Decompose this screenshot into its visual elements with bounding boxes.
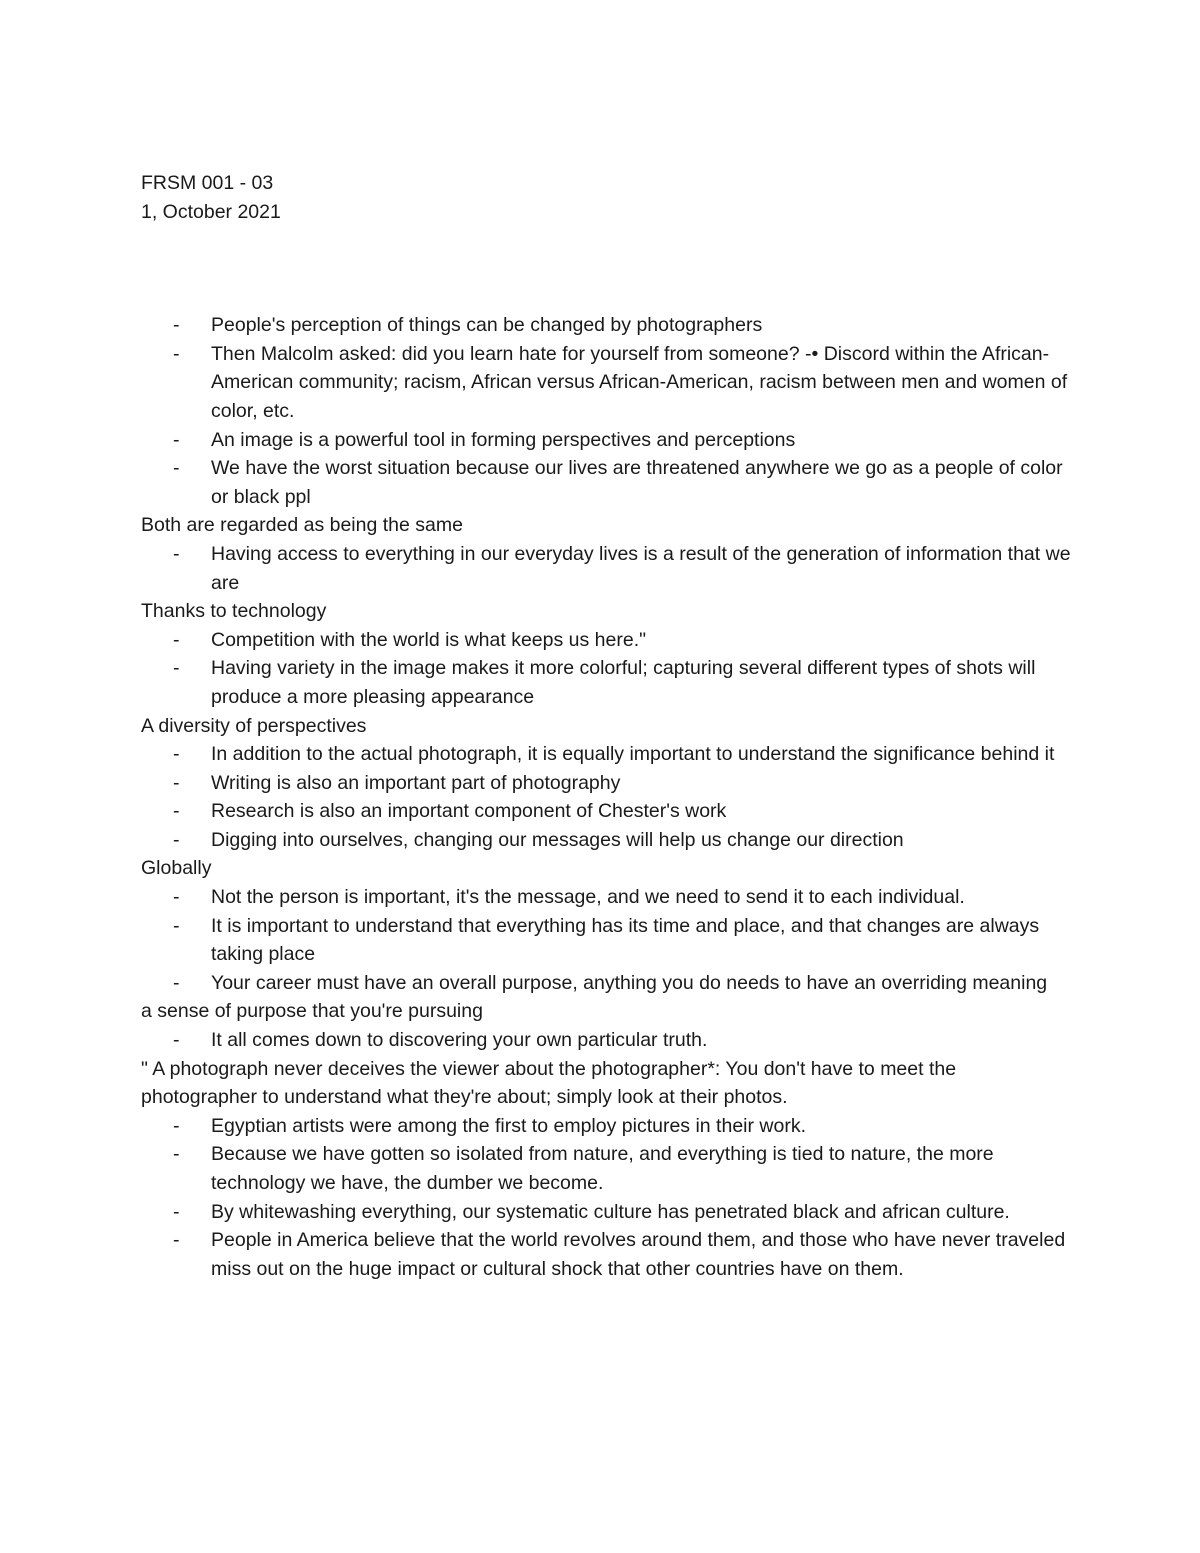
dash-bullet: - [173,800,180,823]
list-item-text: By whitewashing everything, our systematic culture has penetrated black and african culture. [211,1200,1010,1223]
dash-bullet: - [173,971,180,994]
dash-bullet: - [173,542,180,565]
section-lead: Thanks to technology [141,600,327,623]
note-date: 1, October 2021 [141,200,281,223]
list-item-text: It all comes down to discovering your own particular truth. [211,1029,708,1052]
dash-bullet: - [173,314,180,337]
list-item-text: Then Malcolm asked: did you learn hate for yourself from someone? -• Discord within the African-American community; racism, African versus African-American, racism between men and women of color, etc. [211,342,1068,422]
list-item-text: In addition to the actual photograph, it is equally important to understand the significance behind it [211,743,1055,766]
section-lead: A diversity of perspectives [141,714,367,737]
dash-bullet: - [173,743,180,766]
section-lead: Both are regarded as being the same [141,514,463,537]
dash-bullet: - [173,457,180,480]
dash-bullet: - [173,1029,180,1052]
notes-section [141,854,1071,997]
list-item [141,1112,1071,1141]
list-item [141,311,1071,340]
dash-bullet: - [173,771,180,794]
bullet-list [141,626,1071,712]
list-item [141,1026,1071,1055]
bullet-list [141,311,1071,511]
list-item [141,826,1071,855]
list-item [141,454,1071,511]
list-item [141,969,1071,998]
list-item-text: Your career must have an overall purpose, anything you do needs to have an overriding meaning [211,971,1048,994]
list-item [141,1226,1071,1283]
list-item [141,912,1071,969]
list-item-text: Digging into ourselves, changing our messages will help us change our direction [211,828,904,851]
bullet-list [141,883,1071,997]
document-page [141,169,1071,1283]
notes-section [141,997,1071,1054]
dash-bullet: - [173,1114,180,1137]
notes-section [141,597,1071,711]
list-item-text: An image is a powerful tool in forming perspectives and perceptions [211,428,796,451]
dash-bullet: - [173,914,180,937]
dash-bullet: - [173,428,180,451]
list-item-text: Research is also an important component of Chester's work [211,800,727,823]
section-lead: a sense of purpose that you're pursuing [141,1000,483,1023]
list-item [141,1140,1071,1197]
list-item-text: People in America believe that the world revolves around them, and those who have never traveled miss out on the huge impact or cultural shock that other countries have on them. [211,1229,1066,1280]
bullet-list [141,740,1071,854]
section-lead: Globally [141,857,212,880]
list-item-text: It is important to understand that everything has its time and place, and that changes are always taking place [211,914,1040,966]
list-item-text: Having variety in the image makes it more colorful; capturing several different types of shots will produce a more pleasing appearance [211,657,1036,708]
dash-bullet: - [173,342,180,365]
dash-bullet: - [173,1200,180,1223]
list-item [141,654,1071,711]
header-spacer [141,226,1071,311]
notes-section [141,1055,1071,1284]
list-item [141,540,1071,597]
dash-bullet: - [173,628,180,651]
bullet-list [141,1026,1071,1055]
dash-bullet: - [173,886,180,909]
list-item [141,883,1071,912]
list-item-text: Competition with the world is what keeps us here." [211,628,647,651]
list-item [141,740,1071,769]
list-item [141,1198,1071,1227]
list-item [141,626,1071,655]
dash-bullet: - [173,828,180,851]
list-item [141,426,1071,455]
dash-bullet: - [173,657,180,680]
notes-section [141,712,1071,855]
bullet-list [141,1112,1071,1284]
list-item-text: Egyptian artists were among the first to employ pictures in their work. [211,1114,806,1137]
list-item-text: Having access to everything in our everyday lives is a result of the generation of information that we are [211,542,1071,594]
course-code: FRSM 001 - 03 [141,172,274,194]
list-item [141,797,1071,826]
section-lead: " A photograph never deceives the viewer about the photographer*: You don't have to meet the photographer to understand what they're about; simply look at their photos. [141,1057,957,1109]
list-item-text: Not the person is important, it's the message, and we need to send it to each individual. [211,886,965,909]
list-item-text: People's perception of things can be changed by photographers [211,314,763,337]
bullet-list [141,540,1071,597]
list-item [141,340,1071,426]
notes-section [141,311,1071,511]
list-item-text: We have the worst situation because our lives are threatened anywhere we go as a people of color or black ppl [211,457,1063,508]
dash-bullet: - [173,1143,180,1166]
notes-section [141,511,1071,597]
list-item [141,769,1071,798]
list-item-text: Writing is also an important part of photography [211,771,621,794]
dash-bullet: - [173,1229,180,1252]
list-item-text: Because we have gotten so isolated from nature, and everything is tied to nature, the more technology we have, the dumber we become. [211,1143,994,1194]
